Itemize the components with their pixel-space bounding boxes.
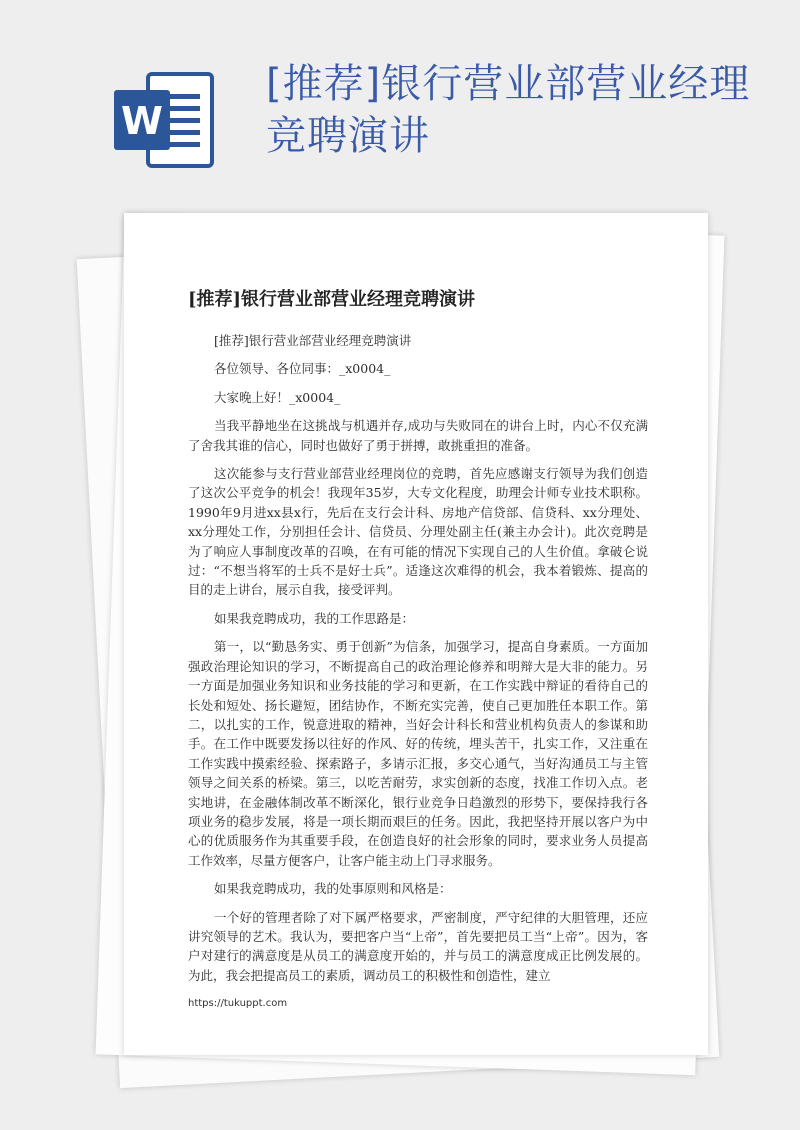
header-banner — [0, 0, 800, 230]
paragraph: [推荐]银行营业部营业经理竞聘演讲 — [214, 333, 412, 348]
source-url[interactable]: https://tukuppt.com — [188, 998, 288, 1009]
document-body — [188, 331, 648, 994]
paragraph: 第一，以“勤恳务实、勇于创新”为信条，加强学习，提高自身素质。一方面加强政治理论知识的学习，不断提高自己的政治理论修养和明辩大是大非的能力。另一方面是加强业务知识和业务技能的学习和更新，在工作实践中辩证的看待自己的长处和短处、扬长避短，团结协作，不断充实完善，使自己更加胜任本职工作。第二，以扎实的工作，锐意进取的精神，当好会计科长和营业机构负责人的参谋和助手。在工作中既要发扬以往好的作风、好的传统，埋头苦干，扎实工作，又注重在工作实践中摸索经验、探索路子，多请示汇报，多交心通气，当好沟通员工与主管领导之间关系的桥梁。第三，以吃苦耐劳，求实创新的态度，找准工作切入点。老实地讲，在金融体制改革不断深化，银行业竞争日趋激烈的形势下，要保持我行各项业务的稳步发展，将是一项长期而艰巨的任务。因此，我把坚持开展以客户为中心的优质服务作为其重要手段，在创造良好的社会形象的同时，要求业务人员提高工作效率，尽量方便客户，让客户能主动上门寻求服务。 — [188, 639, 648, 868]
word-document-icon — [112, 68, 216, 172]
paragraph: 一个好的管理者除了对下属严格要求，严密制度，严守纪律的大胆管理，还应讲究领导的艺术。我认为，要把客户当“上帝”，首先要把员工当“上帝”。因为，客户对建行的满意度是从员工的满意度开始的，并与员工的满意度成正比例发展的。为此，我会把提高员工的素质，调动员工的积极性和创造性，建立 — [188, 909, 648, 983]
page-title: [推荐]银行营业部营业经理竞聘演讲 — [266, 61, 751, 159]
paragraph: 这次能参与支行营业部营业经理岗位的竞聘，首先应感谢支行领导为我们创造了这次公平竞争的机会！我现年35岁，大专文化程度，助理会计师专业技术职称。1990年9月进xx县x行，先后在支行会计科、房地产信贷部、信贷科、xx分理处、xx分理处工作，分别担任会计、信贷员、分理处副主任(兼主办会计)。此次竞聘是为了响应人事制度改革的召唤，在有可能的情况下实现自己的人生价值。拿破仑说过：“不想当将军的士兵不是好士兵”。适逢这次难得的机会，我本着锻炼、提高的目的走上讲台，展示自我，接受评判。 — [188, 466, 648, 598]
paragraph: 如果我竞聘成功，我的工作思路是： — [214, 610, 415, 626]
paragraph: 大家晚上好！_x0004_ — [214, 389, 341, 405]
paragraph: 当我平静地坐在这挑战与机遇并存,成功与失败同在的讲台上时，内心不仅充满了舍我其谁的信心，同时也做好了勇于拼搏，敢挑重担的准备。 — [188, 418, 648, 453]
document-page — [124, 213, 708, 1055]
paragraph: 如果我竞聘成功，我的处事原则和风格是： — [214, 881, 452, 897]
paragraph: 各位领导、各位同事：_x0004_ — [214, 361, 391, 377]
document-title: [推荐]银行营业部营业经理竞聘演讲 — [188, 289, 476, 310]
svg-text:W: W — [121, 99, 163, 143]
document-preview — [88, 205, 728, 1085]
